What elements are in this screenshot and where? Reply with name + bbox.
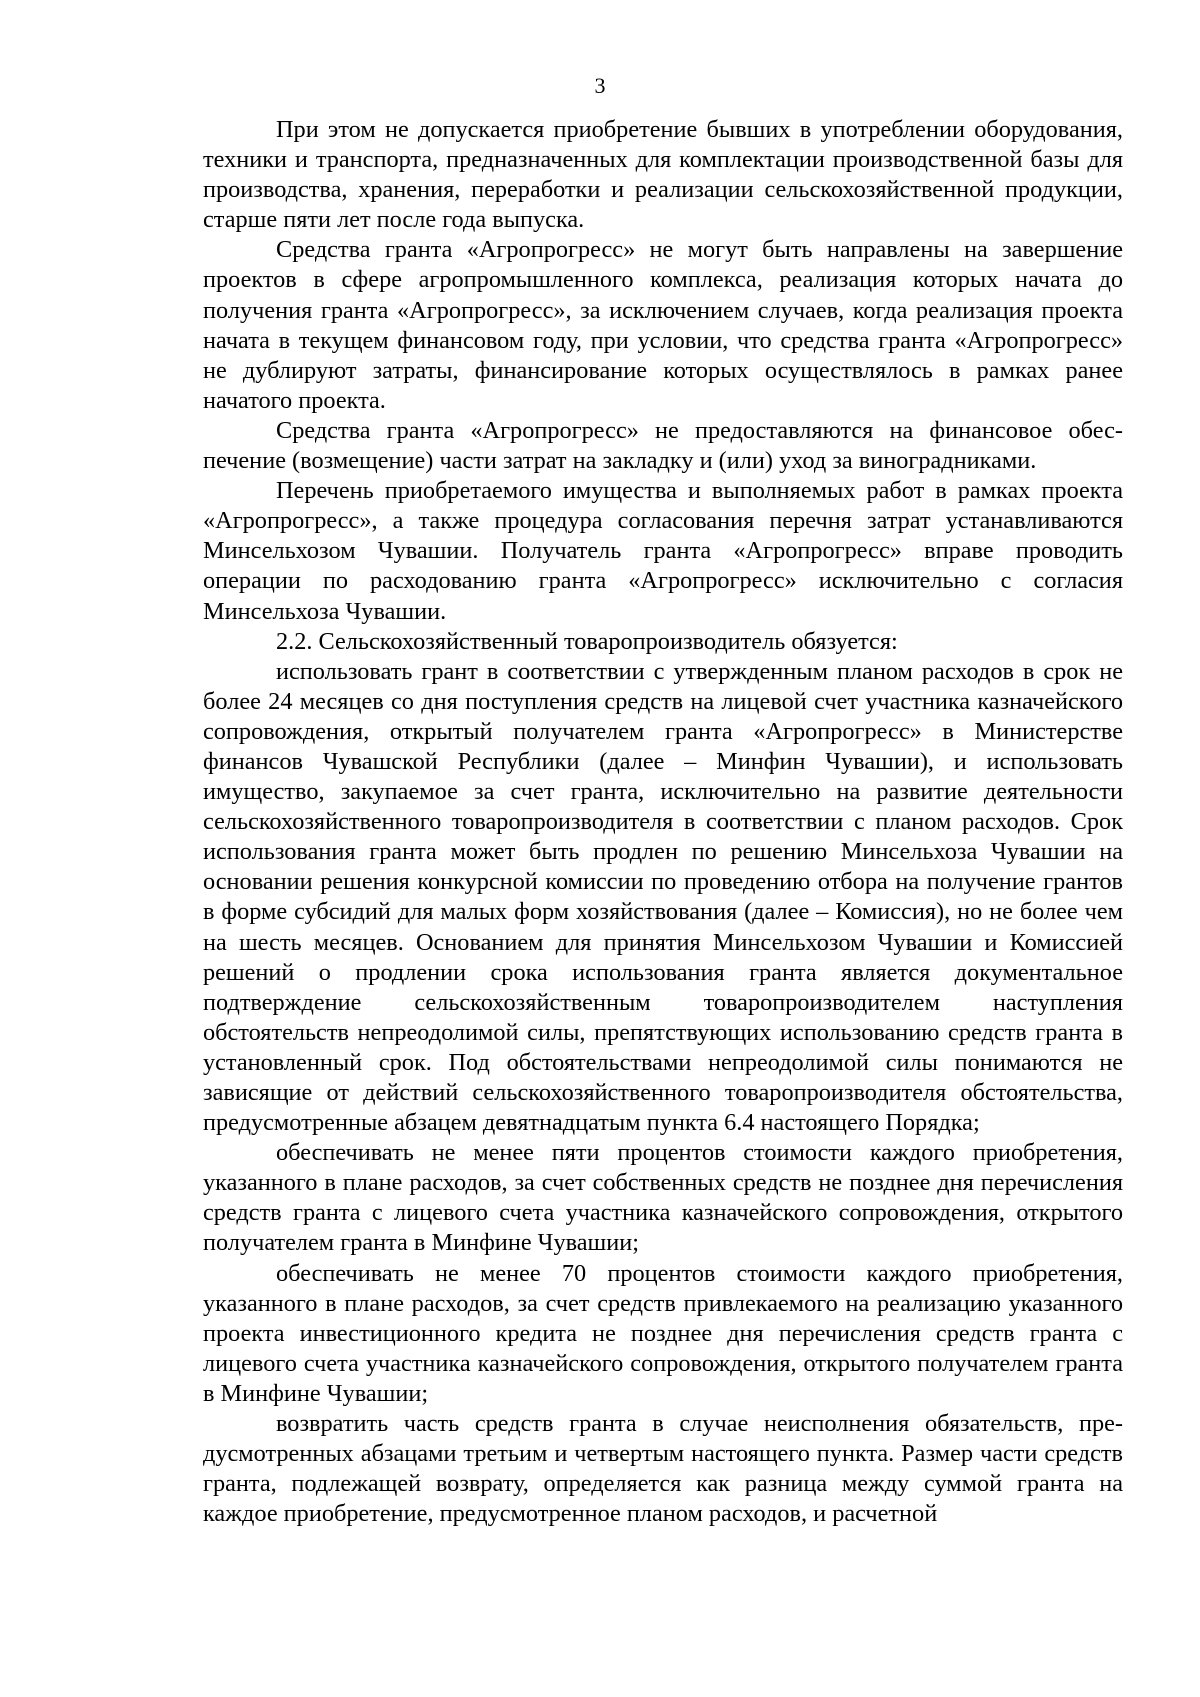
paragraph-credit-funds: обеспечивать не менее 70 процентов стоимости каждого приобретения, указанного в плане расходов, за счет средств привлекаемого на реализацию указанного проекта инвестиционного кредита не позднее дня перечисления средств гранта с лицевого счета участника казначейского сопровождения, открытого получателем гранта в Минфине Чувашии; — [203, 1259, 1123, 1407]
paragraph-used-equipment: При этом не допускается приобретение бывших в употреблении оборудования, техники и транспорта, предназначенных для комплектации производственной базы для производства, хранения, переработки и реализации сельскохозяйственной продукции, старше пяти лет после года выпуска. — [203, 116, 1123, 234]
paragraph-return-funds: возвратить часть средств гранта в случае неисполнения обязательств, предусмотренных абзацами третьим и четвертым настоящего пункта. Размер части средств гранта, подлежащей возврату, определяется как разница между суммой гранта на каждое приобретение, предусмотренное планом расходов, и расчетной — [203, 1410, 1123, 1528]
document-body — [203, 115, 1123, 1529]
paragraph-project-completion: Средства гранта «Агропрогресс» не могут быть направлены на завершение проектов в сфере агропромышленного комплекса, реализация которых начата до получения гранта «Агропрогресс», за исключением случаев, когда реализация проекта начата в текущем финансовом году, при условии, что средства гранта «Агропрогресс» не дублируют затраты, финансирование которых осуществлялось в рамках ранее начатого проекта. — [203, 236, 1123, 414]
paragraph-own-funds: обеспечивать не менее пяти процентов стоимости каждого приобретения, указанного в плане расходов, за счет собственных средств не позднее дня перечисления средств гранта с лицевого счета участника казначейского сопровождения, открытого получателем гранта в Минфине Чувашии; — [203, 1139, 1123, 1257]
section-heading-2-2: 2.2. Сельскохозяйственный товаропроизводитель обязуется: — [276, 627, 898, 655]
paragraph-use-grant: использовать грант в соответствии с утвержденным планом расходов в срок не более 24 месяцев со дня поступления средств на лицевой счет участника казначейского сопровождения, открытый получателем гранта «Агропрогресс» в Министерстве финансов Чувашской Республики (далее – Минфин Чувашии), и использовать имущество, закупаемое за счет гранта, исключительно на развитие деятельности сельскохозяйственного товаропроизводителя в соответствии с планом расходов. Срок использования гранта может быть продлен по решению Минсельхоза Чувашии на основании решения конкурсной комиссии по проведению отбора на получение грантов в форме субсидий для малых форм хозяйствования (далее – Комиссия), но не более чем на шесть месяцев. Основанием для принятия Минсельхозом Чувашии и Комиссией решений о продлении срока использования гранта является документальное подтверждение сельскохозяйственным товаропроизводителем наступления обстоятельств непреодолимой силы, препятствующих использованию средств гранта в установленный срок. Под обстоятельствами непреодолимой силы понимаются не зависящие от действий сельскохозяйственного товаропроизводителя обстоятельства, предусмотренные абзацем девятнадцатым пункта 6.4 настоящего Порядка; — [203, 657, 1123, 1137]
paragraph-property-list: Перечень приобретаемого имущества и выполняемых работ в рамках проекта «Агропрогресс», а также процедура согласования перечня затрат устанавливаются Минсельхозом Чувашии. Получатель гранта «Агропрогресс» вправе проводить операции по расходованию гранта «Агропрогресс» исключительно с согласия Минсельхоза Чувашии. — [203, 477, 1123, 625]
paragraph-vineyards: Средства гранта «Агропрогресс» не предоставляются на финансовое обеспечение (возмещение) части затрат на закладку и (или) уход за виноградниками. — [203, 416, 1123, 475]
page-number: 3 — [594, 73, 606, 98]
